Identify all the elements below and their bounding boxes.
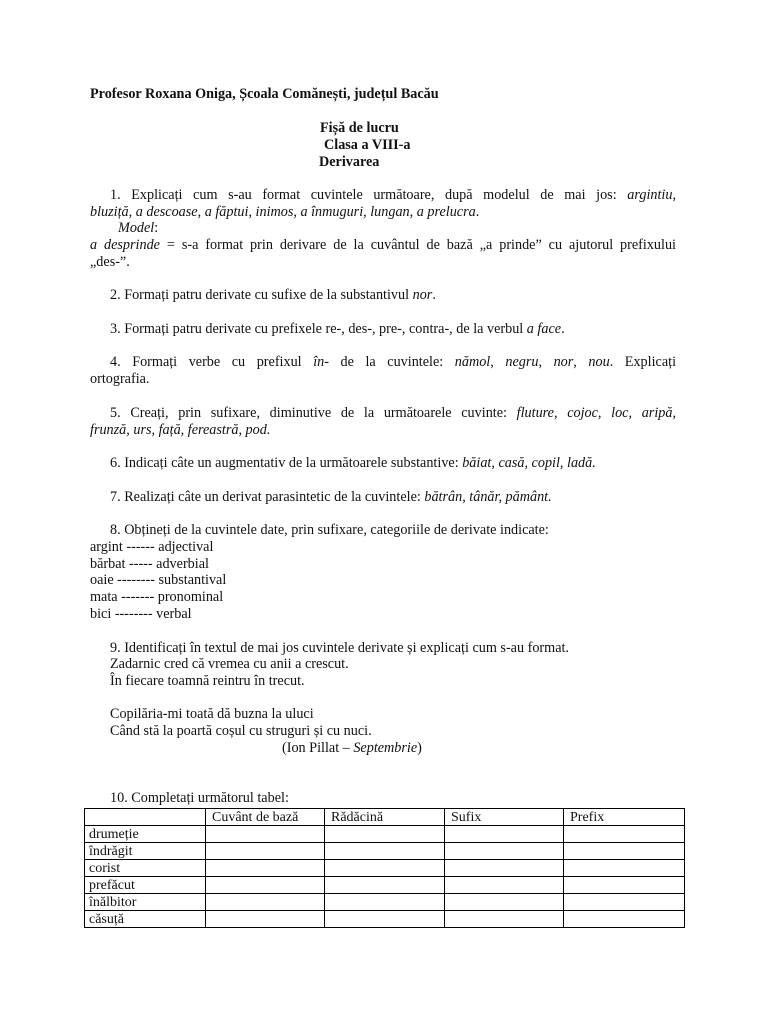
derivation-item: argint ------ adjectival	[90, 539, 214, 555]
table-row	[85, 894, 685, 911]
table-cell[interactable]	[564, 894, 685, 911]
table-cell[interactable]	[325, 911, 445, 928]
table-cell[interactable]	[206, 911, 325, 928]
derivation-item: oaie -------- substantival	[90, 572, 227, 588]
table-cell[interactable]	[445, 826, 564, 843]
table-header-cell	[85, 809, 206, 826]
table-word-cell: căsuță	[85, 911, 206, 928]
table-cell[interactable]	[206, 860, 325, 877]
topic-title: Derivarea	[319, 154, 380, 170]
table-word-cell: drumeție	[85, 826, 206, 843]
table-row	[85, 843, 685, 860]
model-label: Model:	[118, 220, 159, 236]
derivation-table	[84, 808, 685, 928]
table-cell[interactable]	[564, 826, 685, 843]
exercise-1: 1. Explicați cum s-au format cuvintele următoare, după modelul de mai jos: argintiu,	[110, 187, 677, 203]
poem-line: În fiecare toamnă reintru în trecut.	[110, 673, 305, 689]
derivation-item: mata ------- pronominal	[90, 589, 224, 605]
table-cell[interactable]	[445, 911, 564, 928]
table-cell[interactable]	[325, 826, 445, 843]
document-header: Profesor Roxana Oniga, Școala Comănești, județul Bacău	[90, 86, 439, 102]
table-header-row	[85, 809, 685, 826]
exercise-5: 5. Creați, prin sufixare, diminutive de la următoarele cuvinte: fluture, cojoc, loc, aripă,	[110, 405, 676, 421]
table-row	[85, 911, 685, 928]
exercise-4: 4. Formați verbe cu prefixul în- de la cuvintele: nămol, negru, nor, nou. Explicați	[110, 354, 677, 370]
table-word-cell: prefăcut	[85, 877, 206, 894]
exercise-3: 3. Formați patru derivate cu prefixele re-, des-, pre-, contra-, de la verbul a face.	[110, 321, 565, 337]
exercise-2: 2. Formați patru derivate cu sufixe de la substantivul nor.	[110, 287, 436, 303]
exercise-10: 10. Completați următorul tabel:	[110, 790, 289, 806]
table-row	[85, 860, 685, 877]
table-cell[interactable]	[325, 843, 445, 860]
table-cell[interactable]	[445, 843, 564, 860]
class-label: Clasa a VIII-a	[324, 137, 411, 153]
table-cell[interactable]	[206, 894, 325, 911]
exercise-1-words: bluziță, a descoase, a făptui, inimos, a înmuguri, lungan, a prelucra.	[90, 204, 480, 220]
table-header-cell: Rădăcină	[325, 809, 445, 826]
table-word-cell: îndrăgit	[85, 843, 206, 860]
exercise-6: 6. Indicați câte un augmentativ de la următoarele substantive: băiat, casă, copil, ladă.	[110, 455, 596, 471]
table-cell[interactable]	[325, 894, 445, 911]
exercise-4-end: ortografia.	[90, 371, 150, 387]
poem-line: Când stă la poartă coșul cu struguri și cu nuci.	[110, 723, 372, 739]
table-header-cell: Prefix	[564, 809, 685, 826]
table-cell[interactable]	[445, 877, 564, 894]
model-end: „des-”.	[90, 254, 130, 270]
table-row	[85, 877, 685, 894]
table-cell[interactable]	[445, 860, 564, 877]
table-cell[interactable]	[206, 826, 325, 843]
exercise-8: 8. Obțineți de la cuvintele date, prin sufixare, categoriile de derivate indicate:	[110, 522, 549, 538]
table-header-cell: Cuvânt de bază	[206, 809, 325, 826]
table-header-cell: Sufix	[445, 809, 564, 826]
table-cell[interactable]	[325, 877, 445, 894]
table-cell[interactable]	[206, 843, 325, 860]
table-cell[interactable]	[325, 860, 445, 877]
model-text: a desprinde = s-a format prin derivare de la cuvântul de bază „a prinde” cu ajutorul prefixului	[90, 237, 676, 253]
poem-source: (Ion Pillat – Septembrie)	[282, 740, 422, 756]
table-cell[interactable]	[564, 877, 685, 894]
table-cell[interactable]	[445, 894, 564, 911]
table-word-cell: înălbitor	[85, 894, 206, 911]
exercise-7: 7. Realizați câte un derivat parasintetic de la cuvintele: bătrân, tânăr, pământ.	[110, 489, 552, 505]
poem-line: Zadarnic cred că vremea cu anii a crescut.	[110, 656, 349, 672]
derivation-item: bici -------- verbal	[90, 606, 192, 622]
table-cell[interactable]	[564, 843, 685, 860]
derivation-item: bărbat ----- adverbial	[90, 556, 209, 572]
exercise-5-words: frunză, urs, față, fereastră, pod.	[90, 422, 271, 438]
table-word-cell: corist	[85, 860, 206, 877]
worksheet-title: Fișă de lucru	[320, 120, 399, 136]
table-cell[interactable]	[564, 860, 685, 877]
table-cell[interactable]	[206, 877, 325, 894]
table-row	[85, 826, 685, 843]
exercise-9: 9. Identificați în textul de mai jos cuvintele derivate și explicați cum s-au format.	[110, 640, 569, 656]
table-cell[interactable]	[564, 911, 685, 928]
poem-line: Copilăria-mi toată dă buzna la uluci	[110, 706, 314, 722]
